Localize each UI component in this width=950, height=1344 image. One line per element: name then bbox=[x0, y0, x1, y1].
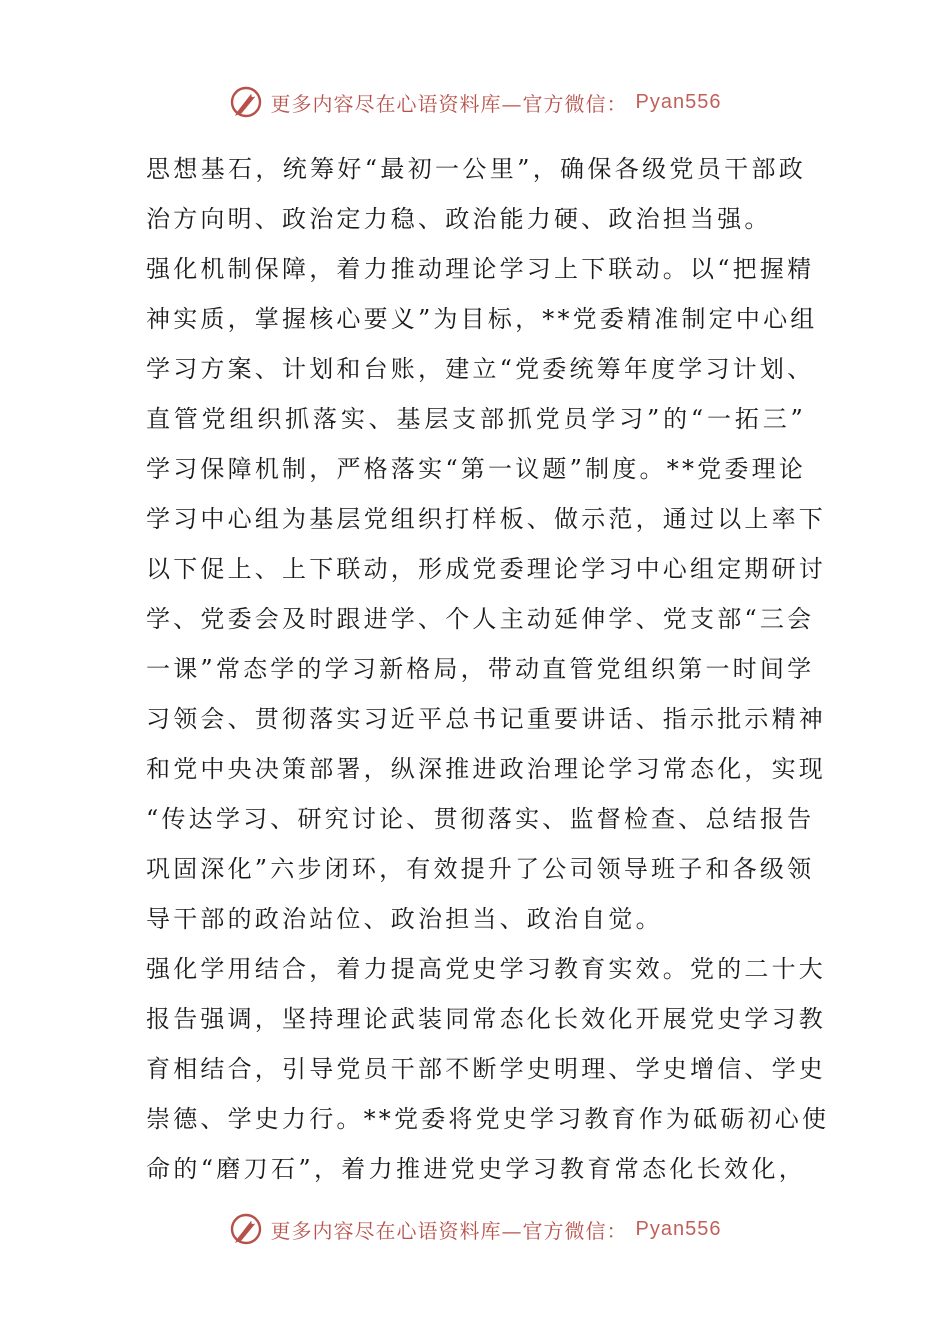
text-line: 巩固深化”六步闭环，有效提升了公司领导班子和各级领 bbox=[146, 855, 815, 883]
text-line: “传达学习、研究讨论、贯彻落实、监督检查、总结报告 bbox=[146, 805, 815, 833]
footer-banner bbox=[0, 1207, 950, 1251]
text-line: 强化机制保障，着力推动理论学习上下联动。以“把握精 bbox=[146, 255, 815, 283]
text-line: 导干部的政治站位、政治担当、政治自觉。 bbox=[146, 905, 663, 933]
text-line: 学习保障机制，严格落实“第一议题”制度。**党委理论 bbox=[146, 455, 806, 483]
text-line: 命的“磨刀石”，着力推进党史学习教育常态化长效化， bbox=[146, 1155, 806, 1183]
text-line: 习领会、贯彻落实习近平总书记重要讲话、指示批示精神 bbox=[146, 705, 826, 733]
text-line: 和党中央决策部署，纵深推进政治理论学习常态化，实现 bbox=[146, 755, 826, 783]
text-line: 学、党委会及时跟进学、个人主动延伸学、党支部“三会 bbox=[146, 605, 815, 633]
text-line: 直管党组织抓落实、基层支部抓党员学习”的“一拓三” bbox=[146, 405, 806, 433]
document-body bbox=[146, 144, 830, 1194]
header-wechat-id: Pyan556 bbox=[635, 90, 722, 113]
text-line: 强化学用结合，着力提高党史学习教育实效。党的二十大 bbox=[146, 955, 826, 983]
text-line: 学习中心组为基层党组织打样板、做示范，通过以上率下 bbox=[146, 505, 826, 533]
text-line: 育相结合，引导党员干部不断学史明理、学史增信、学史 bbox=[146, 1055, 826, 1083]
pen-nib-logo-icon bbox=[229, 1212, 263, 1246]
footer-wechat-id: Pyan556 bbox=[635, 1217, 722, 1240]
text-line: 一课”常态学的学习新格局，带动直管党组织第一时间学 bbox=[146, 655, 815, 683]
text-line: 思想基石，统筹好“最初一公里”，确保各级党员干部政 bbox=[146, 155, 806, 183]
footer-banner-text: 更多内容尽在心语资料库—官方微信： bbox=[270, 1218, 628, 1243]
text-line: 治方向明、政治定力稳、政治能力硬、政治担当强。 bbox=[146, 205, 772, 233]
text-line: 神实质，掌握核心要义”为目标，**党委精准制定中心组 bbox=[146, 305, 818, 333]
text-line: 崇德、学史力行。**党委将党史学习教育作为砥砺初心使 bbox=[146, 1105, 830, 1133]
pen-nib-logo-icon bbox=[229, 85, 263, 119]
header-banner bbox=[0, 80, 950, 124]
text-line: 学习方案、计划和台账，建立“党委统筹年度学习计划、 bbox=[146, 355, 815, 383]
text-line: 报告强调，坚持理论武装同常态化长效化开展党史学习教 bbox=[146, 1005, 826, 1033]
header-banner-text: 更多内容尽在心语资料库—官方微信： bbox=[270, 91, 628, 116]
text-line: 以下促上、上下联动，形成党委理论学习中心组定期研讨 bbox=[146, 555, 826, 583]
